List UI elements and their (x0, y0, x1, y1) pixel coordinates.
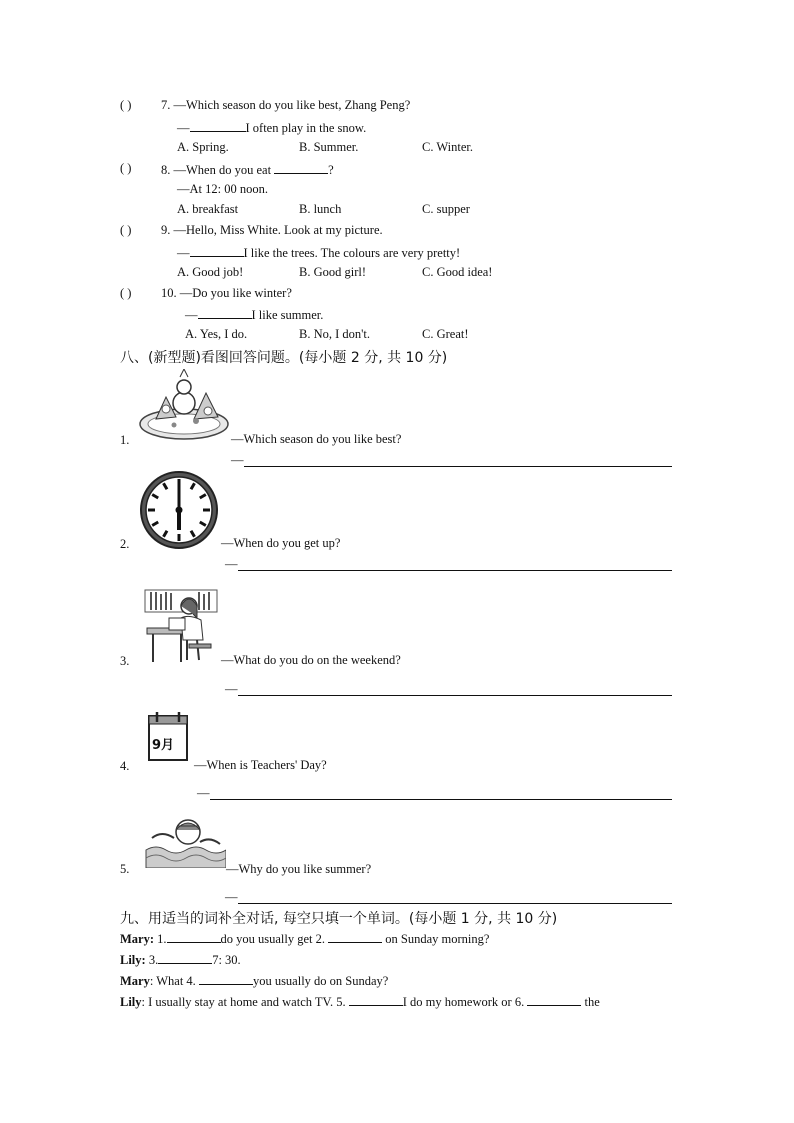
answer-blank[interactable] (328, 930, 382, 943)
item-question: —When do you get up? (221, 536, 341, 550)
dialogue-text: do you usually get 2. (220, 932, 326, 946)
option-a: A. Good job! (177, 265, 244, 279)
answer-blank[interactable] (158, 951, 212, 964)
option-b: B. lunch (299, 202, 342, 216)
speaker-name: Mary: (120, 932, 155, 946)
item-question: —Which season do you like best? (231, 432, 402, 446)
answer-blank[interactable] (199, 972, 253, 985)
reply-dash: — (185, 308, 198, 322)
option-b: B. Summer. (299, 140, 359, 154)
dialogue-text: 3. (148, 953, 159, 967)
reply-text: I like summer. (251, 308, 324, 322)
section-9-heading: 九、用适当的词补全对话, 每空只填一个单词。(每小题 1 分, 共 10 分) (120, 911, 558, 927)
answer-dash: — (197, 786, 210, 800)
option-c: C. supper (422, 202, 470, 216)
reply-dash: — (177, 246, 190, 260)
reply-text: I often play in the snow. (245, 121, 367, 135)
option-c: C. Great! (422, 327, 469, 341)
speaker-name: Lily (120, 995, 142, 1009)
answer-paren[interactable]: ( ) (120, 286, 132, 300)
answer-dash: — (225, 890, 238, 904)
option-c: C. Good idea! (422, 265, 493, 279)
option-a: A. Spring. (177, 140, 229, 154)
answer-dash: — (225, 682, 238, 696)
answer-paren[interactable]: ( ) (120, 161, 132, 175)
swimming-icon (144, 814, 226, 868)
answer-line[interactable] (244, 466, 672, 467)
clock-icon (136, 470, 222, 552)
answer-paren[interactable]: ( ) (120, 98, 132, 112)
answer-blank[interactable] (274, 161, 328, 174)
item-number: 5. (120, 862, 130, 876)
option-b: B. Good girl! (299, 265, 367, 279)
prompt-text: 8. —When do you eat (161, 163, 272, 177)
dialogue-text: the (584, 995, 600, 1009)
prompt-end: ? (328, 163, 334, 177)
answer-blank[interactable] (527, 993, 581, 1006)
reply-text: I like the trees. The colours are very pretty! (243, 246, 461, 260)
question-reply (177, 119, 366, 136)
answer-dash: — (231, 453, 244, 467)
speaker-name: Mary (120, 974, 150, 988)
dialogue-line-3 (120, 972, 388, 989)
answer-line[interactable] (238, 570, 672, 571)
option-c: C. Winter. (422, 140, 474, 154)
answer-line[interactable] (238, 695, 672, 696)
item-number: 4. (120, 759, 130, 773)
item-number: 2. (120, 537, 130, 551)
answer-line[interactable] (238, 903, 672, 904)
dialogue-text: you usually do on Sunday? (252, 974, 389, 988)
girl-reading-icon (143, 588, 219, 664)
dialogue-text: : What 4. (149, 974, 196, 988)
answer-line[interactable] (210, 799, 672, 800)
answer-dash: — (225, 557, 238, 571)
question-reply: —At 12: 00 noon. (177, 182, 268, 196)
dialogue-text: on Sunday morning? (385, 932, 490, 946)
reply-dash: — (177, 121, 190, 135)
dialogue-text: 1. (157, 932, 167, 946)
answer-blank[interactable] (190, 119, 246, 132)
option-a: A. Yes, I do. (185, 327, 248, 341)
dialogue-line-1 (120, 930, 489, 947)
calendar-month: 9月 (152, 738, 175, 753)
option-b: B. No, I don't. (299, 327, 371, 341)
dialogue-text: : I usually stay at home and watch TV. 5. (141, 995, 346, 1009)
question-prompt: 10. —Do you like winter? (161, 286, 292, 300)
item-question: —Why do you like summer? (226, 862, 372, 876)
answer-blank[interactable] (198, 306, 252, 319)
calendar-icon (147, 710, 189, 762)
answer-blank[interactable] (190, 244, 244, 257)
option-a: A. breakfast (177, 202, 239, 216)
item-question: —When is Teachers' Day? (194, 758, 327, 772)
winter-scene-icon (136, 369, 234, 443)
question-prompt: 9. —Hello, Miss White. Look at my picture. (161, 223, 383, 237)
question-reply (177, 244, 460, 261)
answer-paren[interactable]: ( ) (120, 223, 132, 237)
dialogue-text: 7: 30. (212, 953, 241, 967)
item-number: 3. (120, 654, 130, 668)
dialogue-line-4 (120, 993, 600, 1010)
section-8-heading: 八、(新型题)看图回答问题。(每小题 2 分, 共 10 分) (120, 350, 448, 366)
dialogue-text: I do my homework or 6. (402, 995, 525, 1009)
speaker-name: Lily: (120, 953, 146, 967)
answer-blank[interactable] (167, 930, 221, 943)
question-reply (185, 306, 323, 323)
item-number: 1. (120, 433, 130, 447)
question-prompt (161, 161, 334, 178)
dialogue-line-2 (120, 951, 241, 968)
answer-blank[interactable] (349, 993, 403, 1006)
item-question: —What do you do on the weekend? (221, 653, 401, 667)
question-prompt: 7. —Which season do you like best, Zhang Peng? (161, 98, 411, 112)
